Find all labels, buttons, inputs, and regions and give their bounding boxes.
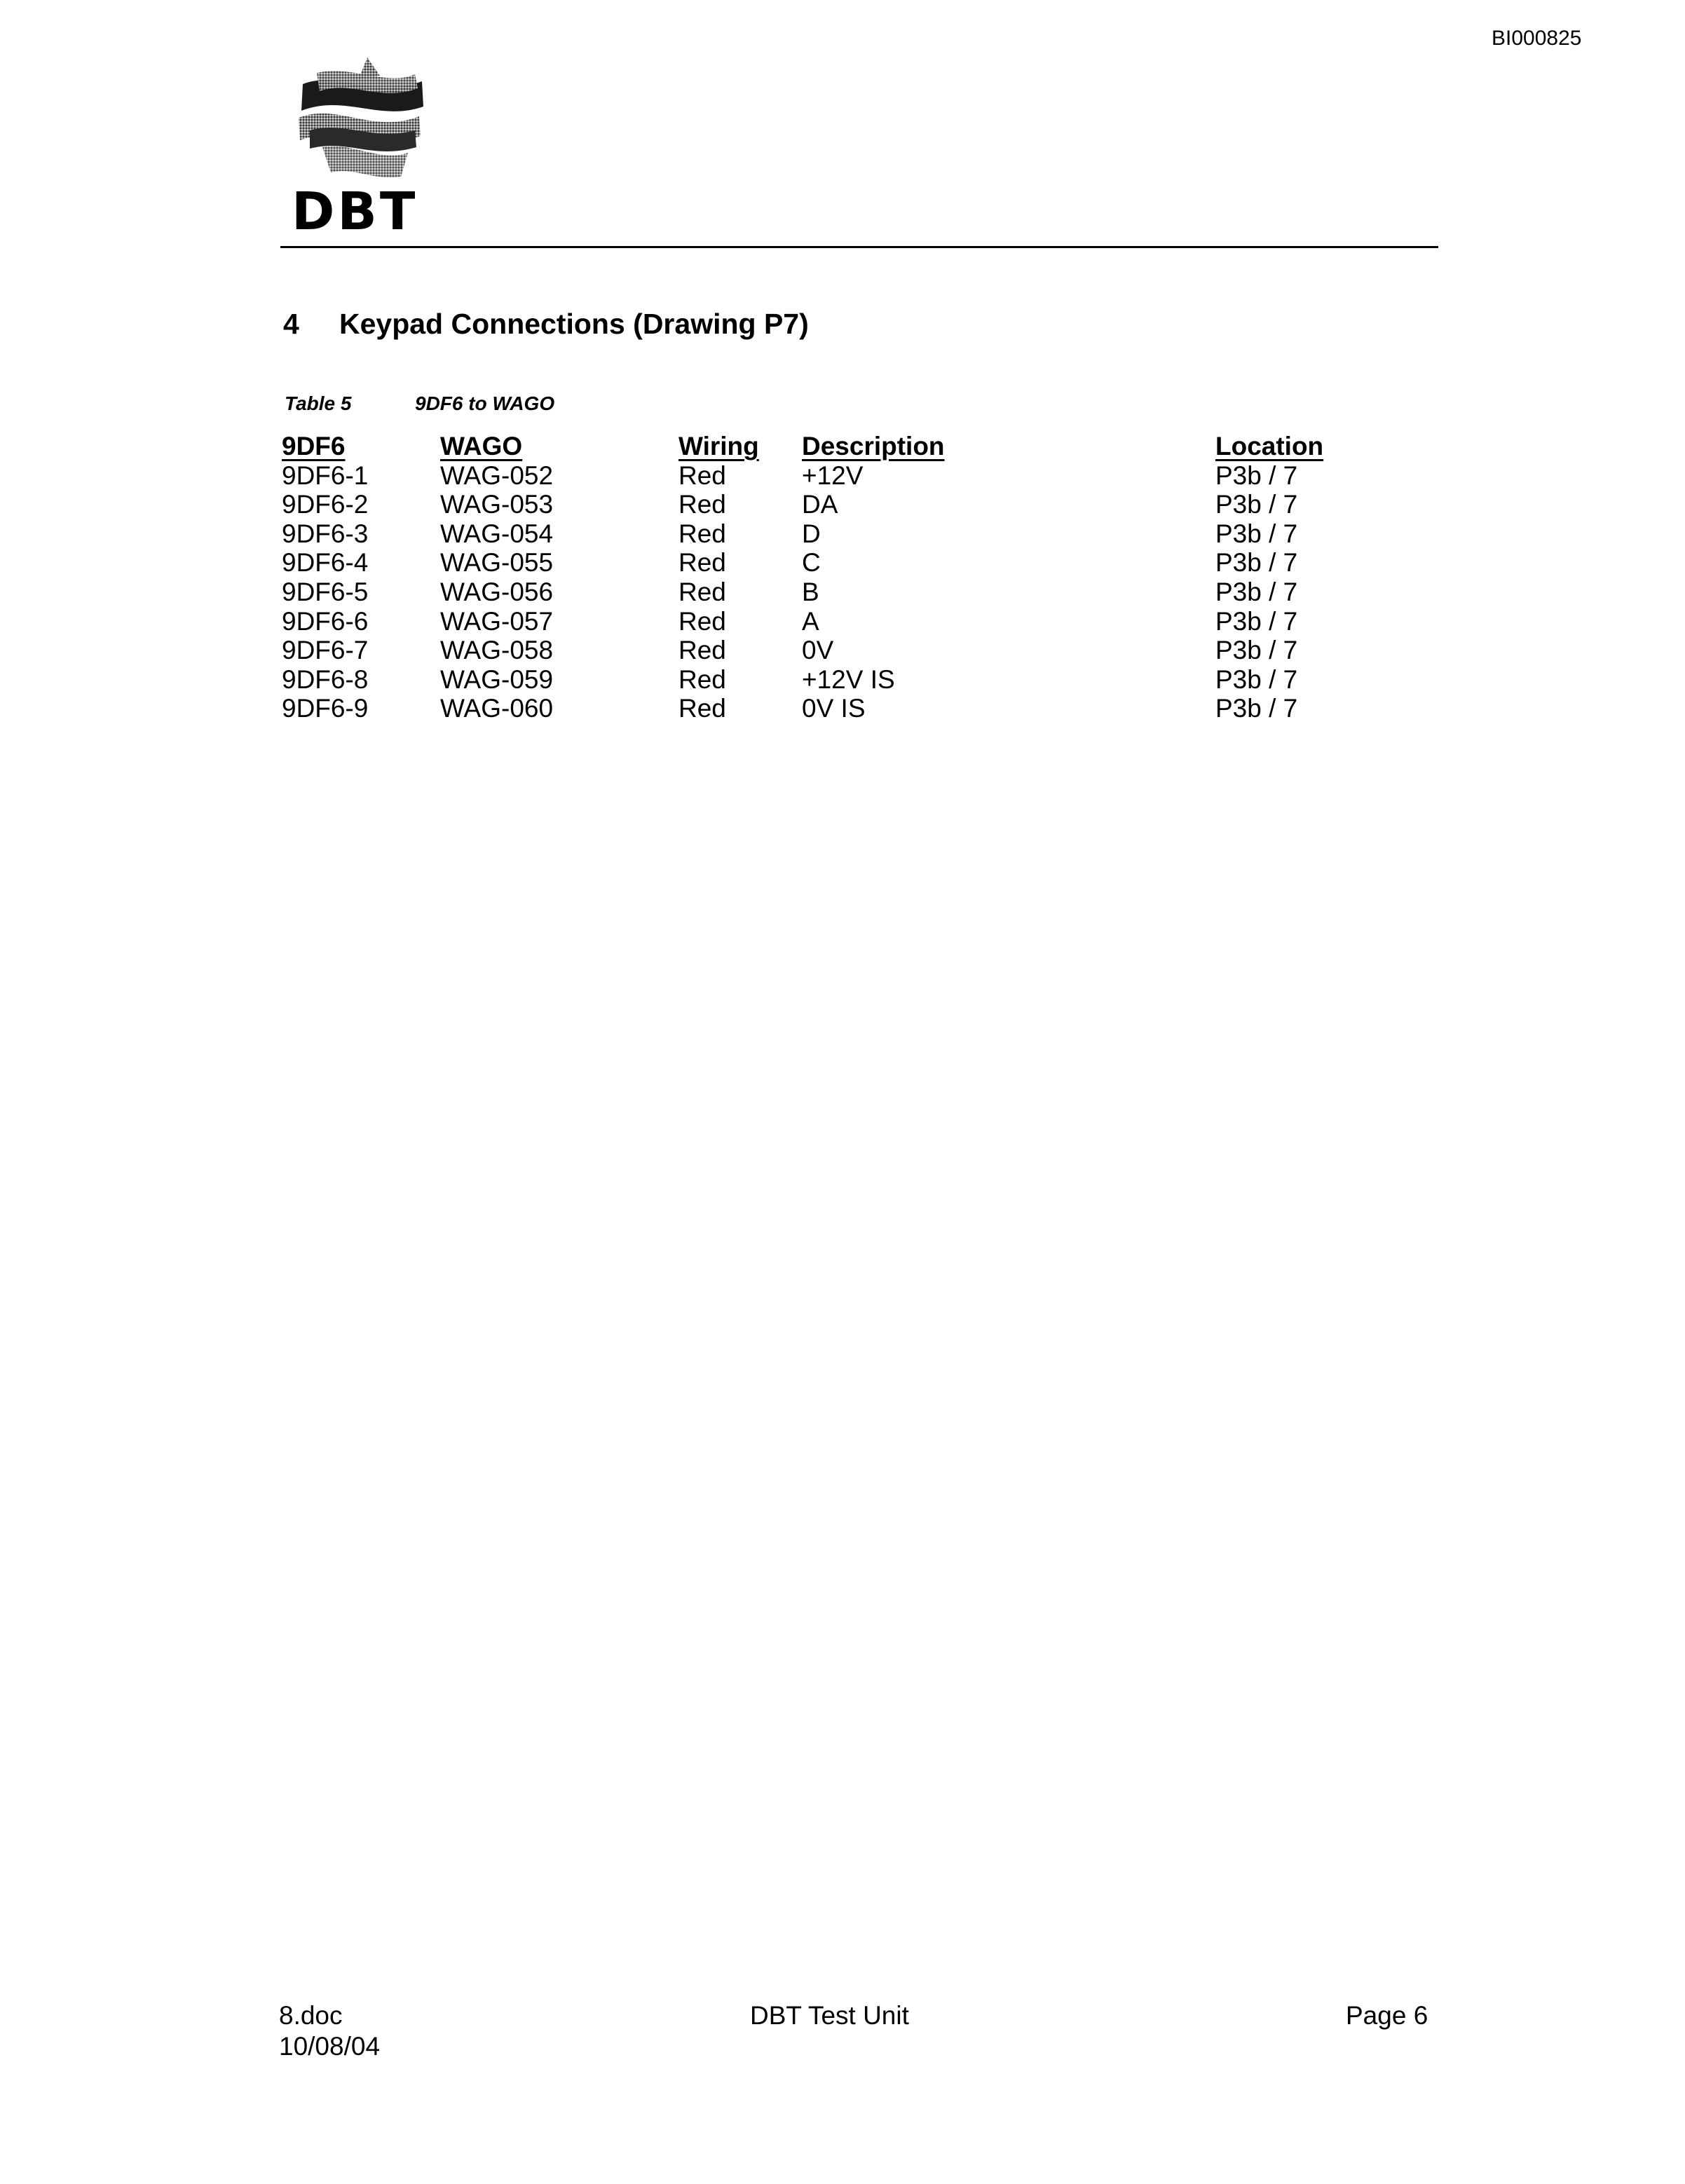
table-row — [282, 461, 1375, 491]
table-row — [282, 519, 1375, 549]
cell-description: C — [802, 548, 821, 578]
cell-location: P3b / 7 — [1215, 577, 1298, 606]
dbt-logo-icon — [289, 57, 429, 184]
cell-9df6: 9DF6-2 — [282, 490, 369, 519]
footer-filename: 8.doc — [279, 2001, 343, 2030]
table-row — [282, 607, 1375, 636]
cell-description: +12V — [802, 460, 864, 490]
footer-file-info — [279, 2000, 380, 2062]
cell-description: DA — [802, 490, 838, 519]
cell-9df6: 9DF6-5 — [282, 577, 369, 606]
table-row — [282, 636, 1375, 665]
column-header-location: Location — [1215, 432, 1324, 460]
cell-wago: WAG-060 — [440, 694, 554, 723]
cell-wago: WAG-056 — [440, 577, 554, 606]
cell-wiring: Red — [678, 519, 726, 548]
cell-9df6: 9DF6-9 — [282, 694, 369, 723]
cell-wiring: Red — [678, 636, 726, 665]
table-row — [282, 548, 1375, 578]
cell-wago: WAG-055 — [440, 548, 554, 578]
cell-wago: WAG-052 — [440, 460, 554, 490]
cell-wiring: Red — [678, 490, 726, 519]
column-header-wiring: Wiring — [678, 432, 759, 460]
footer-date: 10/08/04 — [279, 2032, 381, 2061]
cell-wago: WAG-054 — [440, 519, 554, 548]
cell-location: P3b / 7 — [1215, 694, 1298, 723]
cell-description: B — [802, 577, 819, 606]
section-heading — [283, 306, 809, 342]
column-header-9df6: 9DF6 — [282, 432, 346, 460]
cell-wago: WAG-057 — [440, 606, 554, 636]
cell-description: +12V IS — [802, 664, 895, 694]
table-row — [282, 694, 1375, 723]
cell-location: P3b / 7 — [1215, 636, 1298, 665]
footer-page-number: Page 6 — [1346, 2001, 1428, 2030]
cell-description: 0V IS — [802, 694, 866, 723]
table-caption-label: Table 5 — [285, 393, 352, 414]
cell-wiring: Red — [678, 694, 726, 723]
section-number: 4 — [283, 308, 299, 340]
cell-location: P3b / 7 — [1215, 664, 1298, 694]
cell-wago: WAG-053 — [440, 490, 554, 519]
dbt-logo — [289, 57, 429, 247]
table-caption-text: 9DF6 to WAGO — [415, 393, 555, 414]
table-row — [282, 578, 1375, 607]
cell-wago: WAG-058 — [440, 636, 554, 665]
cell-wiring: Red — [678, 664, 726, 694]
cell-9df6: 9DF6-3 — [282, 519, 369, 548]
cell-9df6: 9DF6-8 — [282, 664, 369, 694]
table-row — [282, 665, 1375, 695]
cell-wiring: Red — [678, 548, 726, 578]
cell-wiring: Red — [678, 460, 726, 490]
cell-9df6: 9DF6-7 — [282, 636, 369, 665]
cell-location: P3b / 7 — [1215, 606, 1298, 636]
cell-description: A — [802, 606, 819, 636]
footer-title: DBT Test Unit — [750, 2001, 909, 2030]
section-title: Keypad Connections (Drawing P7) — [339, 308, 809, 340]
cell-9df6: 9DF6-1 — [282, 460, 369, 490]
table-header-row — [282, 432, 1375, 461]
logo-wordmark: DBT — [292, 182, 418, 242]
document-id: BI000825 — [1492, 27, 1582, 50]
header-divider — [280, 246, 1438, 248]
table-row — [282, 490, 1375, 519]
cell-description: D — [802, 519, 821, 548]
cell-location: P3b / 7 — [1215, 519, 1298, 548]
cell-location: P3b / 7 — [1215, 548, 1298, 578]
cell-9df6: 9DF6-4 — [282, 548, 369, 578]
column-header-description: Description — [802, 432, 945, 460]
connections-table — [282, 432, 1375, 723]
cell-wiring: Red — [678, 577, 726, 606]
cell-wiring: Red — [678, 606, 726, 636]
cell-9df6: 9DF6-6 — [282, 606, 369, 636]
cell-wago: WAG-059 — [440, 664, 554, 694]
column-header-wago: WAGO — [440, 432, 523, 460]
cell-location: P3b / 7 — [1215, 490, 1298, 519]
cell-description: 0V — [802, 636, 834, 665]
cell-location: P3b / 7 — [1215, 460, 1298, 490]
